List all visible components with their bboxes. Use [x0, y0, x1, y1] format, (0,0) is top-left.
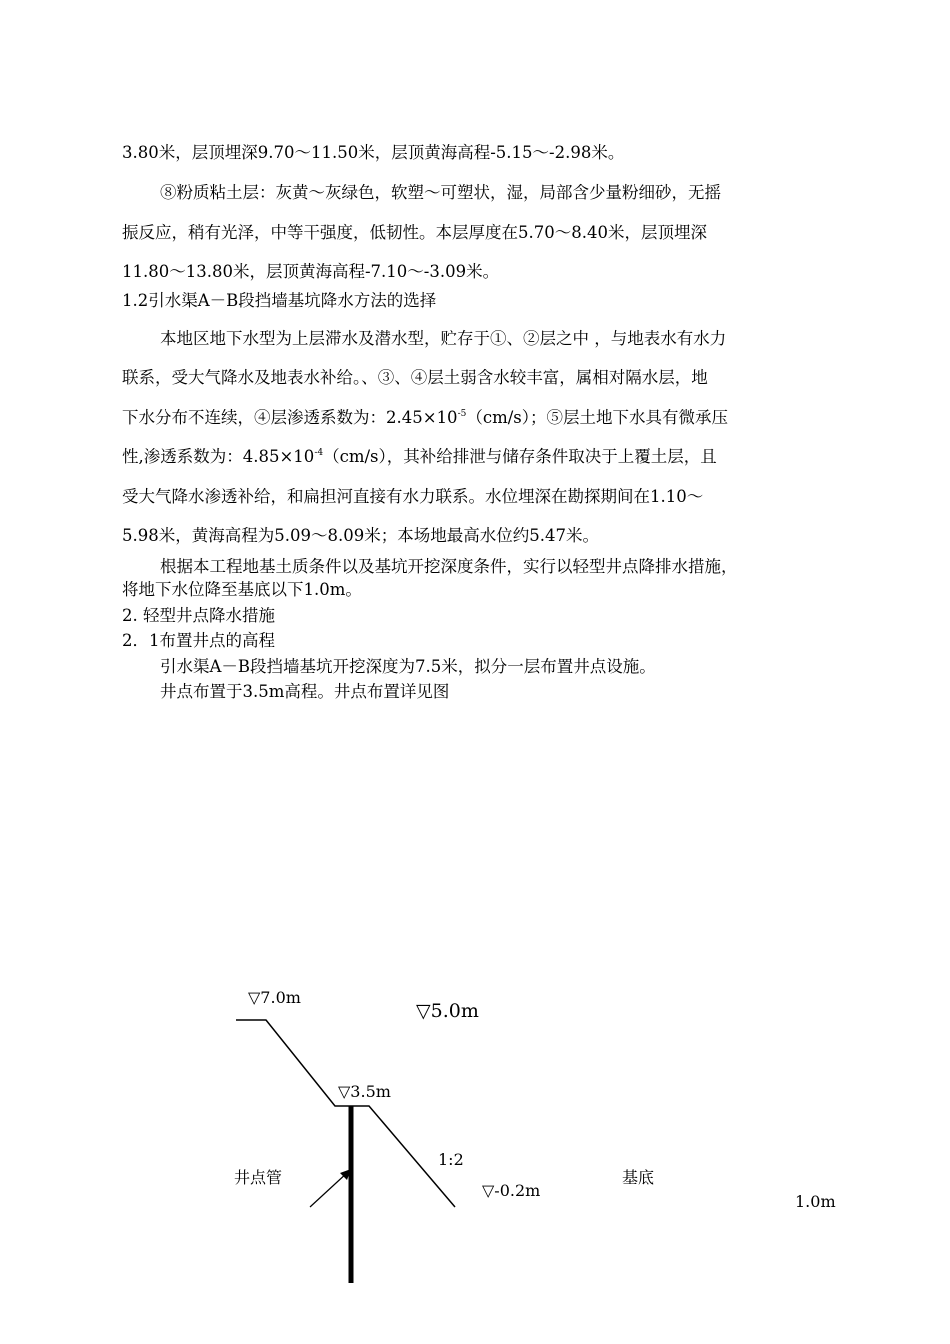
elevation-label-water: ▽5.0m	[416, 1000, 479, 1022]
text-span: 性,渗透系数为：4.85×10	[122, 447, 315, 466]
text-line: 5.98米，黄海高程为5.09～8.09米；本场地最高水位约5.47米。	[122, 526, 599, 545]
elevation-label-bottom: ▽-0.2m	[482, 1181, 541, 1200]
text-line: 本地区地下水型为上层滞水及潜水型，贮存于①、②层之中 ，与地表水有水力	[160, 329, 727, 348]
depth-label: 1.0m	[795, 1192, 836, 1211]
text-span: （cm/s）；⑤层土地下水具有微承压	[466, 408, 729, 427]
text-line: 3.80米，层顶埋深9.70～11.50米，层顶黄海高程-5.15～-2.98米。	[122, 143, 625, 162]
text-span: 下水分布不连续，④层渗透系数为：2.45×10	[122, 408, 458, 427]
pointer-arrow-line	[310, 1172, 348, 1207]
text-line: 引水渠A－B段挡墙基坑开挖深度为7.5米，拟分一层布置井点设施。	[160, 657, 656, 676]
elevation-label-berm: ▽3.5m	[338, 1082, 391, 1101]
text-line: 受大气降水渗透补给，和扁担河直接有水力联系。水位埋深在勘探期间在1.10～	[122, 487, 704, 506]
slope-ratio-label: 1:2	[438, 1150, 464, 1169]
section-heading: 2. 轻型井点降水措施	[122, 606, 275, 625]
text-span: （cm/s），其补给排泄与储存条件取决于上覆土层，且	[323, 447, 717, 466]
text-line: 井点布置于3.5m高程。井点布置详见图	[160, 682, 450, 701]
superscript: -4	[314, 448, 324, 458]
text-line: ⑧粉质粘土层：灰黄～灰绿色，软塑～可塑状，湿，局部含少量粉细砂，无摇	[160, 183, 721, 202]
base-label: 基底	[622, 1168, 655, 1187]
text-line: 11.80～13.80米，层顶黄海高程-7.10～-3.09米。	[122, 262, 500, 281]
section-heading: 1.2引水渠A－B段挡墙基坑降水方法的选择	[122, 291, 437, 310]
text-line: 联系，受大气降水及地表水补给。、③、④层土弱含水较丰富，属相对隔水层，地	[122, 368, 708, 387]
well-pipe-label: 井点管	[234, 1168, 283, 1187]
text-line: 将地下水位降至基底以下1.0m。	[122, 580, 362, 599]
section-heading: 2．1布置井点的高程	[122, 631, 275, 650]
superscript: -5	[457, 409, 467, 419]
text-line: 振反应，稍有光泽，中等干强度，低韧性。本层厚度在5.70～8.40米，层顶埋深	[122, 223, 707, 242]
elevation-label-top-left: ▽7.0m	[248, 988, 301, 1007]
text-line: 根据本工程地基土质条件以及基坑开挖深度条件，实行以轻型井点降排水措施，	[160, 557, 738, 576]
